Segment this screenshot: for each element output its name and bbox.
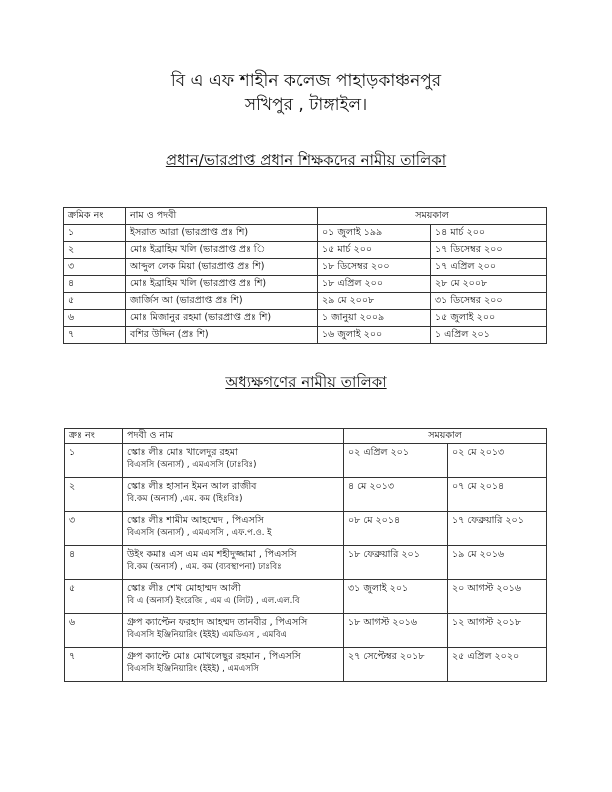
institution-name: বি এ এফ শাহীন কলেজ পাহাড়কাঞ্চনপুর (170, 71, 442, 91)
serial-cell: ১ (64, 225, 126, 242)
column-header-period: সময়কাল (344, 429, 547, 444)
to-date-cell: ১২ আগস্ট ২০১৮ (448, 614, 547, 648)
from-date-cell: ০২ এপ্রিল ২০১ (344, 444, 448, 478)
name-cell: ইসরাত আরা (ভারপ্রাপ্ত প্রঃ শি) (126, 225, 318, 242)
column-header-serial: ক্রঃ নং (65, 429, 123, 444)
principal-name: গ্রুপ ক্যাপ্টে মোঃ মোখলেছুর রহমান , পিএসসি (127, 651, 301, 662)
principal-qualification: বিএসসি ইঞ্জিনিয়ারিং (ইইই) এমডিএস , এমবিএ (127, 630, 288, 640)
from-date-cell: ১৮ এপ্রিল ২০০ (318, 276, 431, 293)
principal-qualification: বিএসসি (অনার্স) , এমএসসি (ঢাঃবিঃ) (127, 460, 257, 470)
from-date-cell: ৩১ জুলাই ২০১ (344, 580, 448, 614)
serial-cell: ১ (65, 444, 123, 478)
serial-cell: ৩ (64, 259, 126, 276)
from-date-cell: ১৬ জুলাই ২০০ (318, 327, 431, 344)
from-date-cell: ২৯ মে ২০০৮ (318, 293, 431, 310)
principal-name: স্কোঃ লীঃ হাসান ইমন আল রাজীব (127, 481, 257, 492)
principal-qualification: বি এ (অনার্স) ইংরেজি , এম এ (লিট) , এল.এল.বি (127, 596, 300, 606)
serial-cell: ৩ (65, 512, 123, 546)
from-date-cell: ১৫ মার্চ ২০০ (318, 242, 431, 259)
name-cell (123, 648, 344, 682)
to-date-cell: ১৭ ডিসেম্বর ২০০ (431, 242, 547, 259)
principal-qualification: বি.কম (অনার্স) , এম. কম (ব্যবস্থাপনা) ঢাঃবিঃ (127, 562, 282, 572)
principals-table (64, 428, 547, 682)
institution-location: সখিপুর , টাঙ্গাইল। (244, 95, 368, 115)
to-date-cell: ১ এপ্রিল ২০১ (431, 327, 547, 344)
from-date-cell: ০৮ মে ২০১৪ (344, 512, 448, 546)
name-cell: বশির উদ্দিন (প্রঃ শি) (126, 327, 318, 344)
table-row (65, 478, 547, 512)
table-row (64, 310, 547, 327)
name-cell: জার্জিস আ (ভারপ্রাপ্ত প্রঃ শি) (126, 293, 318, 310)
from-date-cell: ২৭ সেপ্টেম্বর ২০১৮ (344, 648, 448, 682)
section1-title: প্রধান/ভারপ্রাপ্ত প্রধান শিক্ষকদের নামীয় তালিকা (165, 151, 447, 169)
to-date-cell: ৩১ ডিসেম্বর ২০০ (431, 293, 547, 310)
from-date-cell: ৪ মে ২০১৩ (344, 478, 448, 512)
to-date-cell: ১৯ মে ২০১৬ (448, 546, 547, 580)
serial-cell: ৬ (65, 614, 123, 648)
serial-cell: ৪ (64, 276, 126, 293)
column-header-name: পদবী ও নাম (123, 429, 344, 444)
serial-cell: ২ (65, 478, 123, 512)
serial-cell: ৫ (64, 293, 126, 310)
table-row (65, 614, 547, 648)
name-cell: মোঃ ইব্রাহিম খলি (ভারপ্রাপ্ত প্রঃ ি (126, 242, 318, 259)
name-cell: আব্দুল লেক মিয়া (ভারপ্রাপ্ত প্রঃ শি) (126, 259, 318, 276)
table-row (64, 259, 547, 276)
name-cell: মোঃ মিজানুর রহমা (ভারপ্রাপ্ত প্রঃ শি) (126, 310, 318, 327)
serial-cell: ৫ (65, 580, 123, 614)
table-row (64, 276, 547, 293)
table-row (65, 648, 547, 682)
name-cell (123, 580, 344, 614)
table-row (64, 225, 547, 242)
principal-name: স্কোঃ লীঃ শামীম আহম্মেদ , পিএসসি (127, 515, 264, 526)
name-cell (123, 478, 344, 512)
from-date-cell: ১৮ ডিসেম্বর ২০০ (318, 259, 431, 276)
name-cell (123, 512, 344, 546)
to-date-cell: ০২ মে ২০১৩ (448, 444, 547, 478)
from-date-cell: ১৮ ফেব্রুয়ারি ২০১ (344, 546, 448, 580)
from-date-cell: ১ জানুয়া ২০০৯ (318, 310, 431, 327)
table-row (65, 444, 547, 478)
column-header-serial: ক্রমিক নং (64, 208, 126, 225)
table-row (65, 512, 547, 546)
table-row (64, 242, 547, 259)
head-teachers-table (63, 207, 547, 344)
from-date-cell: ০১ জুলাই ১৯৯ (318, 225, 431, 242)
column-header-name: নাম ও পদবী (126, 208, 318, 225)
principal-name: স্কোঃ লীঃ মোঃ খালেদুর রহমা (127, 447, 238, 458)
to-date-cell: ২০ আগস্ট ২০১৬ (448, 580, 547, 614)
to-date-cell: ১৪ মার্চ ২০০ (431, 225, 547, 242)
table-row (65, 580, 547, 614)
to-date-cell: ২৫ এপ্রিল ২০২০ (448, 648, 547, 682)
column-header-period: সময়কাল (318, 208, 547, 225)
to-date-cell: ০৭ মে ২০১৪ (448, 478, 547, 512)
table-row (65, 546, 547, 580)
section2-title: অধ্যক্ষগণের নামীয় তালিকা (225, 373, 387, 391)
serial-cell: ৬ (64, 310, 126, 327)
serial-cell: ৭ (65, 648, 123, 682)
serial-cell: ৪ (65, 546, 123, 580)
principal-qualification: বিএসসি ইঞ্জিনিয়ারিং (ইইই) , এমএসসি (127, 664, 259, 674)
table-header-row (65, 429, 547, 444)
name-cell (123, 546, 344, 580)
principal-name: স্কোঃ লীঃ শেখ মোহাম্মদ আলী (127, 583, 241, 594)
table-header-row (64, 208, 547, 225)
section1-heading (0, 150, 612, 170)
section2-heading (0, 372, 612, 392)
to-date-cell: ১৭ এপ্রিল ২০০ (431, 259, 547, 276)
to-date-cell: ২৮ মে ২০০৮ (431, 276, 547, 293)
to-date-cell: ১৭ ফেব্রুয়ারি ২০১ (448, 512, 547, 546)
principal-name: গ্রুপ ক্যাপ্টেন ফরহাদ আহম্মদ তানবীর , পিএসসি (127, 617, 308, 628)
name-cell: মোঃ ইব্রাহিম খলি (ভারপ্রাপ্ত প্রঃ শি) (126, 276, 318, 293)
serial-cell: ৭ (64, 327, 126, 344)
name-cell (123, 614, 344, 648)
table-row (64, 327, 547, 344)
from-date-cell: ১৮ আগস্ট ২০১৬ (344, 614, 448, 648)
table-row (64, 293, 547, 310)
principal-qualification: বি.কম (অনার্স) ,এম. কম (হিঃবিঃ) (127, 494, 243, 504)
to-date-cell: ১৫ জুলাই ২০০ (431, 310, 547, 327)
name-cell (123, 444, 344, 478)
principal-name: উইং কমাঃ এস এম এম শহীদুজ্জামা , পিএসসি (127, 549, 297, 560)
serial-cell: ২ (64, 242, 126, 259)
principal-qualification: বিএসসি (অনার্স) , এমএসসি , এফ.প.ও. ই (127, 528, 272, 538)
